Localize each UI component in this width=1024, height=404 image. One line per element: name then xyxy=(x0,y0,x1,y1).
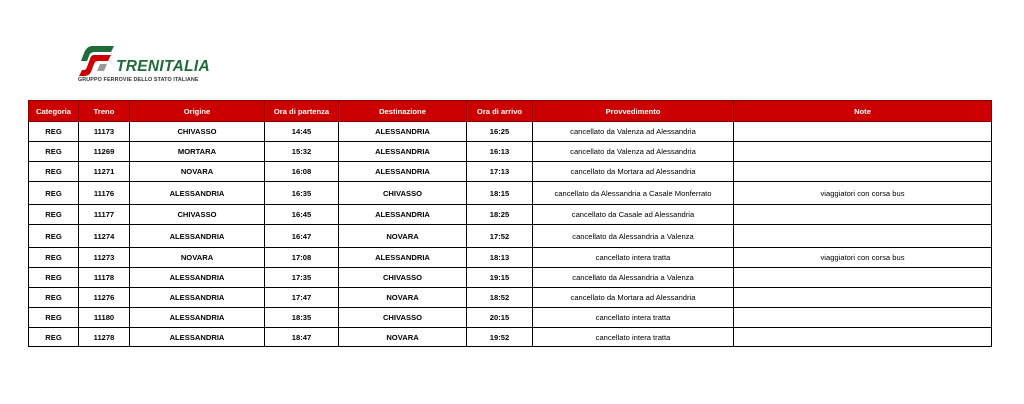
cell-treno: 11276 xyxy=(79,288,130,308)
cell-ora-arrivo: 19:15 xyxy=(467,268,533,288)
cell-treno: 11178 xyxy=(79,268,130,288)
cell-note xyxy=(734,268,992,288)
header-provvedimento: Provvedimento xyxy=(533,101,734,122)
cell-ora-partenza: 15:32 xyxy=(265,142,339,162)
cell-destinazione: ALESSANDRIA xyxy=(339,142,467,162)
cell-ora-arrivo: 18:25 xyxy=(467,205,533,225)
cell-categoria: REG xyxy=(29,268,79,288)
cell-ora-arrivo: 16:13 xyxy=(467,142,533,162)
cell-note xyxy=(734,225,992,248)
brand-tagline: GRUPPO FERROVIE DELLO STATO ITALIANE xyxy=(78,77,199,83)
cell-treno: 11273 xyxy=(79,248,130,268)
cell-treno: 11173 xyxy=(79,122,130,142)
cell-treno: 11269 xyxy=(79,142,130,162)
cell-origine: MORTARA xyxy=(130,142,265,162)
cell-treno: 11271 xyxy=(79,162,130,182)
table-row xyxy=(29,248,992,268)
cell-provvedimento: cancellato da Mortara ad Alessandria xyxy=(533,162,734,182)
cell-origine: CHIVASSO xyxy=(130,205,265,225)
header-ora-partenza: Ora di partenza xyxy=(265,101,339,122)
cell-treno: 11274 xyxy=(79,225,130,248)
table-row xyxy=(29,308,992,328)
cell-origine: ALESSANDRIA xyxy=(130,268,265,288)
cell-treno: 11177 xyxy=(79,205,130,225)
cell-provvedimento: cancellato da Alessandria a Casale Monferrato xyxy=(533,182,734,205)
cell-destinazione: CHIVASSO xyxy=(339,268,467,288)
cell-ora-arrivo: 17:52 xyxy=(467,225,533,248)
cell-note xyxy=(734,288,992,308)
cell-ora-partenza: 16:08 xyxy=(265,162,339,182)
table-row xyxy=(29,328,992,347)
cell-destinazione: ALESSANDRIA xyxy=(339,162,467,182)
cell-note xyxy=(734,205,992,225)
fs-logo-icon xyxy=(78,44,116,78)
cell-ora-arrivo: 20:15 xyxy=(467,308,533,328)
cell-destinazione: NOVARA xyxy=(339,225,467,248)
cell-ora-partenza: 18:35 xyxy=(265,308,339,328)
cell-note xyxy=(734,162,992,182)
cell-ora-partenza: 17:08 xyxy=(265,248,339,268)
table-row xyxy=(29,225,992,248)
cell-origine: CHIVASSO xyxy=(130,122,265,142)
cell-ora-arrivo: 17:13 xyxy=(467,162,533,182)
cell-destinazione: ALESSANDRIA xyxy=(339,122,467,142)
table-row xyxy=(29,182,992,205)
cell-note xyxy=(734,308,992,328)
header-ora-arrivo: Ora di arrivo xyxy=(467,101,533,122)
cell-categoria: REG xyxy=(29,288,79,308)
header-treno: Treno xyxy=(79,101,130,122)
cell-ora-arrivo: 19:52 xyxy=(467,328,533,347)
cell-categoria: REG xyxy=(29,122,79,142)
cell-categoria: REG xyxy=(29,225,79,248)
cell-note xyxy=(734,142,992,162)
cell-note: viaggiatori con corsa bus xyxy=(734,248,992,268)
table-row xyxy=(29,268,992,288)
cell-provvedimento: cancellato da Alessandria a Valenza xyxy=(533,225,734,248)
cell-provvedimento: cancellato da Valenza ad Alessandria xyxy=(533,122,734,142)
cell-provvedimento: cancellato da Casale ad Alessandria xyxy=(533,205,734,225)
cancellations-table xyxy=(28,100,992,347)
cell-ora-arrivo: 18:52 xyxy=(467,288,533,308)
cell-ora-partenza: 17:47 xyxy=(265,288,339,308)
table-row xyxy=(29,205,992,225)
cell-categoria: REG xyxy=(29,205,79,225)
cell-treno: 11176 xyxy=(79,182,130,205)
cell-destinazione: ALESSANDRIA xyxy=(339,248,467,268)
cell-categoria: REG xyxy=(29,182,79,205)
cell-destinazione: CHIVASSO xyxy=(339,182,467,205)
cell-categoria: REG xyxy=(29,162,79,182)
brand-name: TRENITALIA xyxy=(116,58,210,75)
cell-origine: NOVARA xyxy=(130,248,265,268)
table-body xyxy=(29,122,992,347)
cell-ora-partenza: 18:47 xyxy=(265,328,339,347)
cell-treno: 11180 xyxy=(79,308,130,328)
cell-treno: 11278 xyxy=(79,328,130,347)
cell-ora-partenza: 14:45 xyxy=(265,122,339,142)
cell-ora-arrivo: 16:25 xyxy=(467,122,533,142)
trenitalia-logo xyxy=(78,44,228,84)
table-row xyxy=(29,288,992,308)
cell-destinazione: CHIVASSO xyxy=(339,308,467,328)
cell-origine: ALESSANDRIA xyxy=(130,308,265,328)
cell-provvedimento: cancellato intera tratta xyxy=(533,308,734,328)
cell-categoria: REG xyxy=(29,328,79,347)
cell-ora-partenza: 16:45 xyxy=(265,205,339,225)
cell-provvedimento: cancellato intera tratta xyxy=(533,248,734,268)
cell-origine: ALESSANDRIA xyxy=(130,288,265,308)
cell-ora-partenza: 17:35 xyxy=(265,268,339,288)
cell-provvedimento: cancellato da Valenza ad Alessandria xyxy=(533,142,734,162)
cell-destinazione: NOVARA xyxy=(339,288,467,308)
cell-categoria: REG xyxy=(29,308,79,328)
cell-origine: NOVARA xyxy=(130,162,265,182)
cell-origine: ALESSANDRIA xyxy=(130,182,265,205)
header-origine: Origine xyxy=(130,101,265,122)
cell-categoria: REG xyxy=(29,142,79,162)
cell-origine: ALESSANDRIA xyxy=(130,328,265,347)
cell-origine: ALESSANDRIA xyxy=(130,225,265,248)
cell-ora-partenza: 16:47 xyxy=(265,225,339,248)
cell-ora-arrivo: 18:13 xyxy=(467,248,533,268)
cell-ora-arrivo: 18:15 xyxy=(467,182,533,205)
header-categoria: Categoria xyxy=(29,101,79,122)
cell-note: viaggiatori con corsa bus xyxy=(734,182,992,205)
table-row xyxy=(29,162,992,182)
cell-provvedimento: cancellato intera tratta xyxy=(533,328,734,347)
table-row xyxy=(29,142,992,162)
cell-destinazione: ALESSANDRIA xyxy=(339,205,467,225)
table-header-row xyxy=(29,101,992,122)
cell-note xyxy=(734,328,992,347)
cell-provvedimento: cancellato da Alessandria a Valenza xyxy=(533,268,734,288)
cell-destinazione: NOVARA xyxy=(339,328,467,347)
header-destinazione: Destinazione xyxy=(339,101,467,122)
cell-provvedimento: cancellato da Mortara ad Alessandria xyxy=(533,288,734,308)
cell-ora-partenza: 16:35 xyxy=(265,182,339,205)
header-note: Note xyxy=(734,101,992,122)
cell-note xyxy=(734,122,992,142)
cell-categoria: REG xyxy=(29,248,79,268)
table-row xyxy=(29,122,992,142)
